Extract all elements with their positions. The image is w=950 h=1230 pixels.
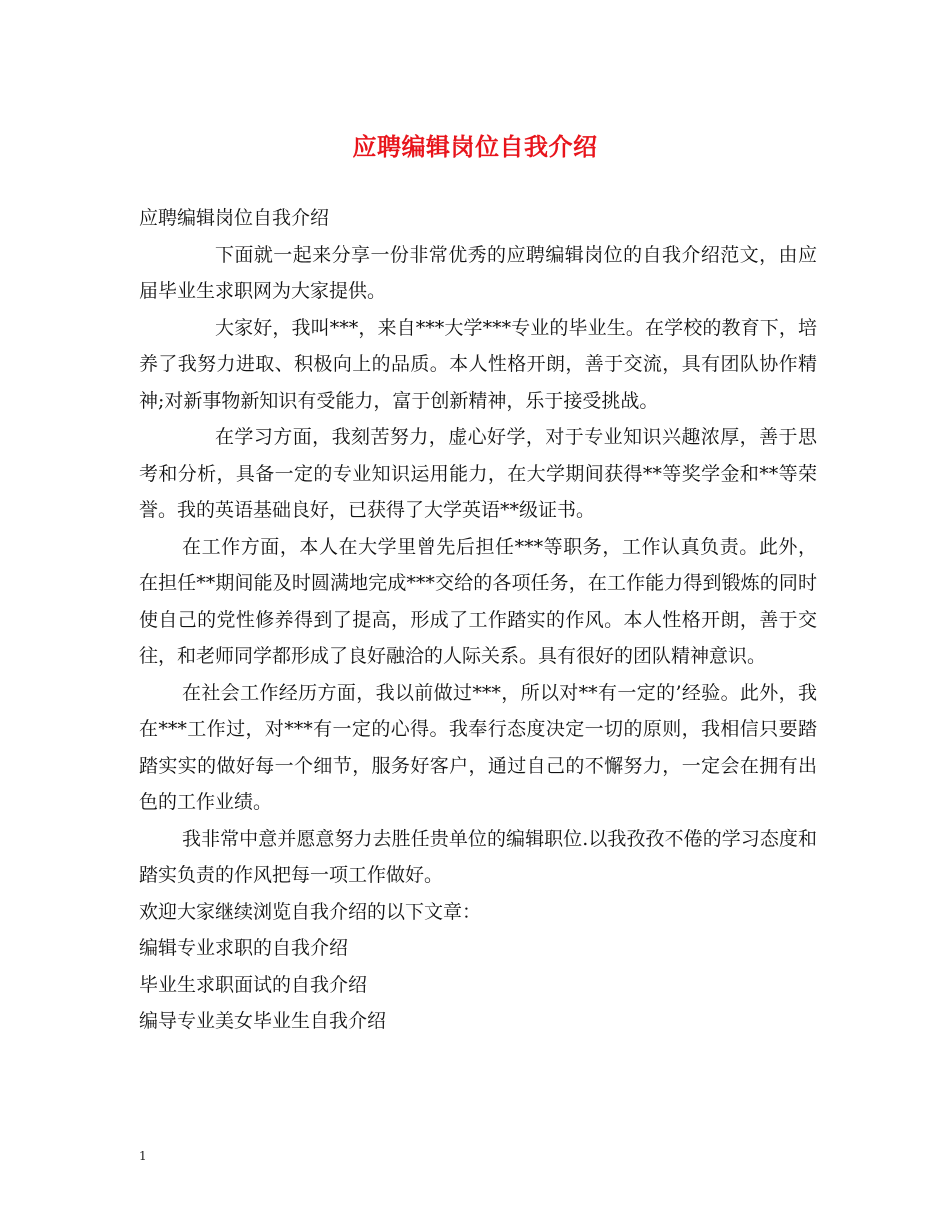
related-article-link[interactable]: 编辑专业求职的自我介绍 [139, 937, 349, 959]
page-number: 1 [139, 1149, 147, 1163]
document-body [139, 200, 817, 1040]
paragraph-work: 在工作方面，本人在大学里曾先后担任***等职务，工作认真负责。此外，在担任**期间能及时圆满地完成***交给的各项任务，在工作能力得到锻炼的同时使自己的党性修养得到了提高，形成了工作踏实的作风。本人性格开朗，善于交往，和老师同学都形成了良好融洽的人际关系。具有很好的团队精神意识。 [139, 535, 817, 667]
paragraph-greeting: 大家好，我叫***，来自***大学***专业的毕业生。在学校的教育下，培养了我努力进取、积极向上的品质。本人性格开朗，善于交流，具有团队协作精神;对新事物新知识有受能力，富于创新精神，乐于接受挑战。 [139, 316, 817, 412]
paragraph-closing: 我非常中意并愿意努力去胜任贵单位的编辑职位.以我孜孜不倦的学习态度和踏实负责的作风把每一项工作做好。 [139, 827, 817, 886]
paragraph-intro: 下面就一起来分享一份非常优秀的应聘编辑岗位的自我介绍范文，由应届毕业生求职网为大家提供。 [139, 243, 817, 302]
document-title: 应聘编辑岗位自我介绍 [352, 132, 598, 161]
paragraph-study: 在学习方面，我刻苦努力，虚心好学，对于专业知识兴趣浓厚，善于思考和分析，具备一定的专业知识运用能力，在大学期间获得**等奖学金和**等荣誉。我的英语基础良好，已获得了大学英语**级证书。 [139, 426, 817, 521]
related-articles-heading: 欢迎大家继续浏览自我介绍的以下文章： [139, 900, 482, 923]
related-article-link[interactable]: 毕业生求职面试的自我介绍 [139, 973, 368, 996]
related-article-link[interactable]: 编导专业美女毕业生自我介绍 [139, 1010, 387, 1032]
document-subtitle: 应聘编辑岗位自我介绍 [139, 207, 330, 229]
paragraph-social-experience: 在社会工作经历方面，我以前做过***，所以对**有一定的’经验。此外，我在***工作过，对***有一定的心得。我奉行态度决定一切的原则，我相信只要踏踏实实的做好每一个细节，服务好客户，通过自己的不懈努力，一定会在拥有出色的工作业绩。 [139, 681, 817, 813]
